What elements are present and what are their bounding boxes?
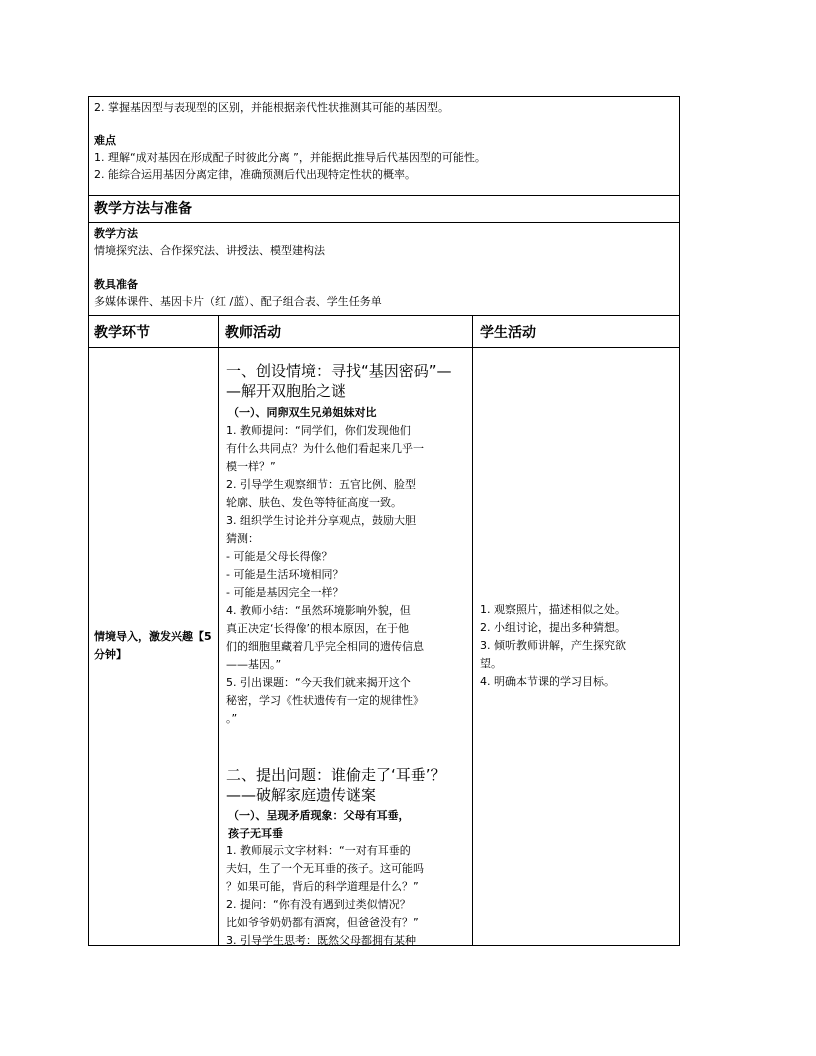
teacher-steps-1	[226, 422, 470, 728]
part1-title-a: 一、创设情境：寻找“基因密码”—	[226, 362, 452, 380]
header-student: 学生活动	[480, 325, 536, 341]
part2-title-a: 二、提出问题：谁偷走了‘耳垂’？	[226, 766, 446, 784]
teacher-line: - 可能是父母长得像？	[226, 550, 333, 563]
part2-subtitle-a: （一）、呈现矛盾现象：父母有耳垂，	[228, 809, 410, 822]
student-line: 3. 倾听教师讲解，产生探究欲	[480, 639, 626, 652]
methods-text: 情境探究法、合作探究法、讲授法、模型建构法	[94, 244, 325, 257]
part2-subtitle-b: 孩子无耳垂	[228, 827, 283, 840]
teacher-line: 猜测：	[226, 532, 259, 545]
student-line: 望。	[480, 657, 502, 670]
part1-title-b: —解开双胞胎之谜	[226, 382, 347, 400]
teacher-line: 模一样？”	[226, 460, 276, 473]
teacher-line: ？如果可能，背后的科学道理是什么？”	[226, 880, 419, 893]
student-line: 4. 明确本节课的学习目标。	[480, 675, 615, 688]
student-line: 2. 小组讨论，提出多种猜想。	[480, 621, 626, 634]
teacher-line: 比如爷爷奶奶都有酒窝，但爸爸没有？”	[226, 916, 419, 929]
teacher-line: 们的细胞里藏着几乎完全相同的遗传信息	[226, 640, 424, 653]
teacher-line: ——基因。”	[226, 658, 282, 671]
teacher-line: - 可能是基因完全一样？	[226, 586, 344, 599]
teacher-line: 轮廓、肤色、发色等特征高度一致。	[226, 496, 402, 509]
difficulty-title: 难点	[94, 134, 116, 147]
teacher-line: 夫妇，生了一个无耳垂的孩子。这可能吗	[226, 862, 424, 875]
teacher-line: 5. 引出课题：“今天我们就来揭开这个	[226, 676, 411, 689]
stage-cell	[94, 628, 212, 664]
teacher-line: 2. 引导学生观察细节：五官比例、脸型	[226, 478, 416, 491]
teacher-line: - 可能是生活环境相同？	[226, 568, 344, 581]
student-activities	[480, 601, 676, 691]
difficulty-2-text: 2. 能综合运用基因分离定律，准确预测后代出现特定性状的概率。	[94, 168, 416, 181]
teacher-line: 有什么共同点？为什么他们看起来几乎一	[226, 442, 424, 455]
methods-section-title: 教学方法与准备	[94, 201, 192, 217]
teacher-line: 真正决定‘长得像’的根本原因，在于他	[226, 622, 409, 635]
teacher-line: 3. 组织学生讨论并分享观点，鼓励大胆	[226, 514, 416, 527]
tools-title: 教具准备	[94, 278, 138, 291]
methods-title: 教学方法	[94, 227, 138, 240]
part1-subtitle: （一）、同卵双生兄弟姐妹对比	[228, 406, 377, 419]
teacher-line: 4. 教师小结：“虽然环境影响外貌，但	[226, 604, 411, 617]
teacher-line: 1. 教师展示文字材料：“一对有耳垂的	[226, 844, 411, 857]
header-stage: 教学环节	[94, 325, 150, 341]
teacher-line: 。”	[226, 712, 238, 725]
teacher-line: 3. 引导学生思考：既然父母都拥有某种	[226, 934, 416, 947]
student-line: 1. 观察照片，描述相似之处。	[480, 603, 626, 616]
difficulty-1-text: 1. 理解“成对基因在形成配子时彼此分离 ”，并能据此推导后代基因型的可能性。	[94, 151, 486, 164]
methods-title-divider	[88, 222, 680, 223]
stage-label: 情境导入，激发兴趣【5 分钟】	[94, 630, 212, 661]
table-col-divider-1	[218, 315, 219, 946]
tools-text: 多媒体课件、基因卡片（红 /蓝）、配子组合表、学生任务单	[94, 295, 382, 308]
teacher-line: 1. 教师提问：“同学们，你们发现他们	[226, 424, 411, 437]
teacher-line: 秘密，学习《性状遗传有一定的规律性》	[226, 694, 424, 707]
teacher-steps-2	[226, 842, 470, 950]
table-col-divider-2	[472, 315, 473, 946]
teacher-line: 2. 提问：“你有没有遇到过类似情况？	[226, 898, 411, 911]
header-teacher: 教师活动	[225, 325, 281, 341]
part2-title-b: ——破解家庭遗传谜案	[226, 786, 377, 804]
goal-2-text: 2. 掌握基因型与表现型的区别，并能根据亲代性状推测其可能的基因型。	[94, 101, 449, 114]
table-header-divider	[88, 347, 680, 348]
